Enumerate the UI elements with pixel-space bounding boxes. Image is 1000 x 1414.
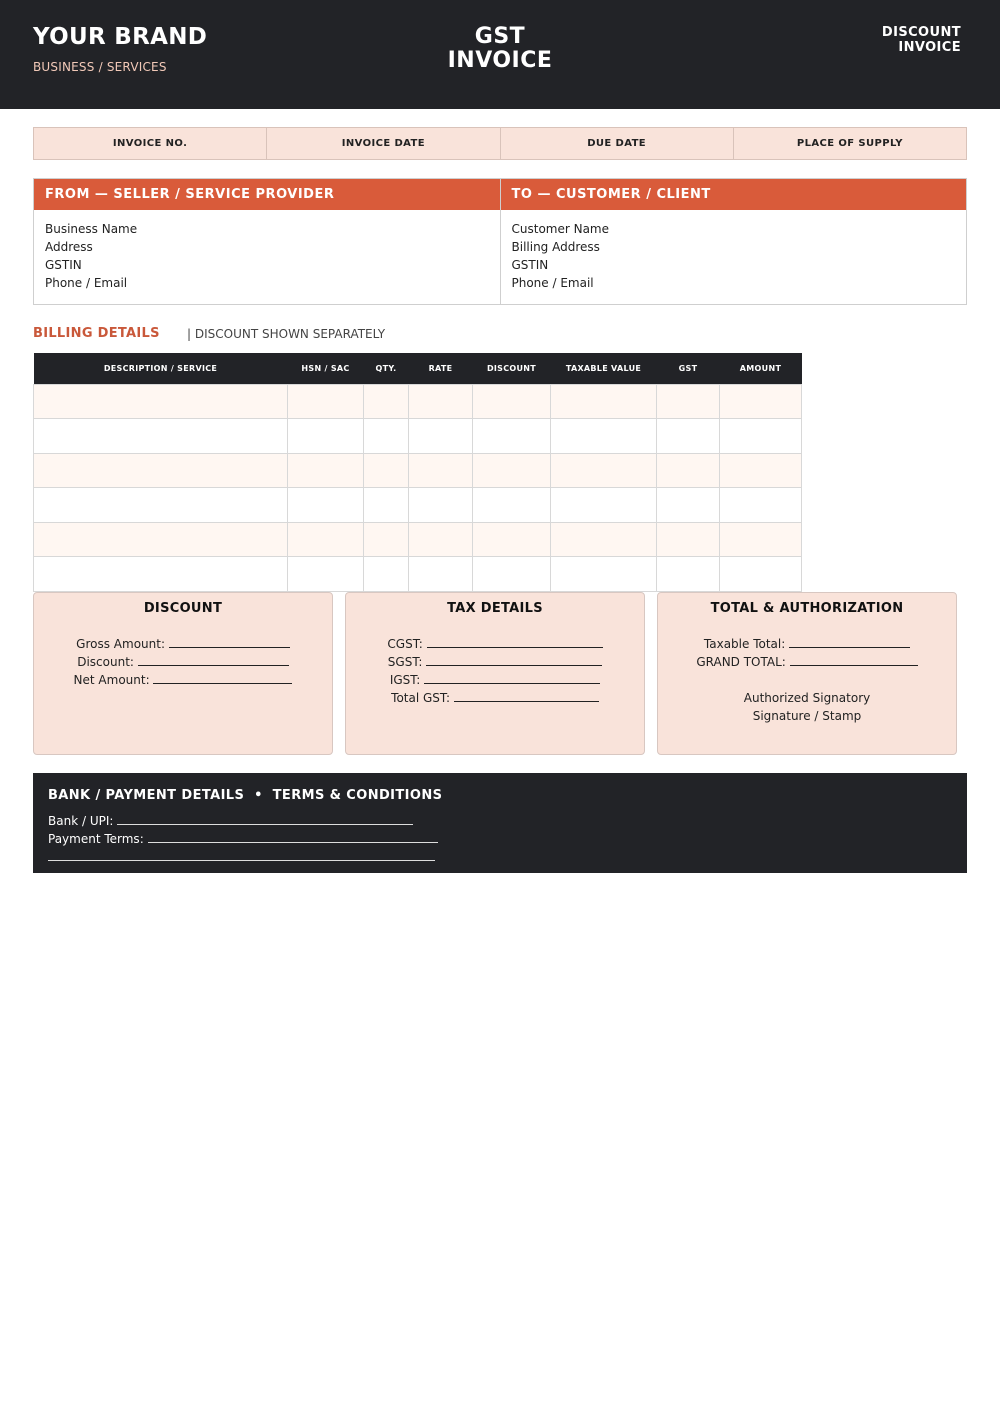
payment-terms-input[interactable] [148,832,438,843]
total-gst-row [346,689,644,707]
table-header-row [34,353,802,384]
cgst-label: CGST: [387,637,423,651]
document-type [882,25,961,55]
table-row [34,384,802,419]
taxable-total-input[interactable] [789,637,910,648]
table-cell[interactable] [34,557,288,592]
title-line-2: INVOICE [447,48,553,73]
signature-stamp-label[interactable]: Signature / Stamp [752,709,862,723]
table-cell[interactable] [473,384,551,419]
customer-name[interactable]: Customer Name [511,222,610,236]
tax-details-box [345,592,645,755]
taxable-total-row [658,635,956,653]
payment-terms-row [48,830,952,848]
table-cell[interactable] [657,522,720,557]
bank-upi-row [48,812,952,830]
summary-boxes [33,592,958,755]
seller-contact[interactable]: Phone / Email [45,276,128,290]
igst-label: IGST: [389,673,421,687]
table-cell[interactable] [288,488,364,523]
table-row [34,453,802,488]
column-rate: RATE [409,353,473,384]
brand-subtitle: BUSINESS / SERVICES [33,60,167,74]
discount-row [34,653,332,671]
table-cell[interactable] [551,557,657,592]
table-cell[interactable] [288,557,364,592]
total-authorization-box [657,592,957,755]
discount-lines [34,635,332,689]
table-cell[interactable] [551,488,657,523]
table-cell[interactable] [364,488,409,523]
table-row [34,522,802,557]
table-cell[interactable] [657,557,720,592]
table-cell[interactable] [551,453,657,488]
seller-heading: FROM — SELLER / SERVICE PROVIDER [34,179,500,210]
column-hsn-sac: HSN / SAC [288,353,364,384]
gross-amount-row [34,635,332,653]
table-cell[interactable] [288,419,364,454]
table-cell[interactable] [409,522,473,557]
table-row [34,488,802,523]
table-cell[interactable] [657,384,720,419]
table-cell[interactable] [473,557,551,592]
discount-input[interactable] [138,655,289,666]
table-cell[interactable] [364,557,409,592]
table-row [34,557,802,592]
place-of-supply-field[interactable]: PLACE OF SUPPLY [734,127,967,160]
extra-terms-row [48,848,952,866]
column-description: DESCRIPTION / SERVICE [34,353,288,384]
table-cell[interactable] [364,384,409,419]
due-date-field[interactable]: DUE DATE [501,127,734,160]
total-gst-label: Total GST: [391,691,450,705]
billing-table [33,353,802,592]
total-lines [658,635,956,671]
customer-billing-address[interactable]: Billing Address [511,240,600,254]
tax-lines [346,635,644,707]
cgst-input[interactable] [427,637,603,648]
table-cell[interactable] [409,453,473,488]
total-gst-input[interactable] [454,691,599,702]
gross-amount-input[interactable] [169,637,290,648]
payment-terms-label: Payment Terms: [48,832,144,846]
table-cell[interactable] [34,419,288,454]
footer-title: BANK / PAYMENT DETAILS • TERMS & CONDITIONS [48,788,443,803]
customer-contact[interactable]: Phone / Email [511,276,594,290]
table-cell[interactable] [473,419,551,454]
table-cell[interactable] [720,488,802,523]
table-cell[interactable] [720,384,802,419]
table-cell[interactable] [364,419,409,454]
table-cell[interactable] [551,522,657,557]
total-box-title: TOTAL & AUTHORIZATION [710,601,904,616]
table-cell[interactable] [34,488,288,523]
billing-details-title: BILLING DETAILS [33,326,160,341]
customer-gstin[interactable]: GSTIN [511,258,549,272]
seller-section [34,179,500,304]
table-cell[interactable] [409,488,473,523]
seller-address[interactable]: Address [45,240,93,254]
column-discount: DISCOUNT [473,353,551,384]
table-cell[interactable] [657,488,720,523]
discount-label: Discount: [77,655,134,669]
billing-details-note: | DISCOUNT SHOWN SEPARATELY [187,327,386,341]
customer-section [500,179,967,304]
signature-block [658,689,956,725]
table-cell[interactable] [34,453,288,488]
table-cell[interactable] [551,419,657,454]
table-cell[interactable] [473,488,551,523]
sgst-label: SGST: [387,655,423,669]
party-details [33,178,967,305]
column-gst: GST [657,353,720,384]
invoice-date-field[interactable]: INVOICE DATE [267,127,500,160]
title-line-1: GST [474,24,526,49]
authorized-signatory-label: Authorized Signatory [743,691,871,705]
table-cell[interactable] [409,384,473,419]
table-cell[interactable] [720,419,802,454]
invoice-number-field[interactable]: INVOICE NO. [33,127,267,160]
cgst-row [346,635,644,653]
grand-total-row [658,653,956,671]
table-cell[interactable] [409,557,473,592]
column-qty: QTY. [364,353,409,384]
gross-amount-label: Gross Amount: [76,637,165,651]
column-amount: AMOUNT [720,353,802,384]
table-cell[interactable] [473,453,551,488]
bank-upi-input[interactable] [117,814,413,825]
igst-input[interactable] [424,673,600,684]
net-amount-row [34,671,332,689]
table-cell[interactable] [364,522,409,557]
table-cell[interactable] [473,522,551,557]
taxable-total-label: Taxable Total: [703,637,786,651]
table-cell[interactable] [34,522,288,557]
grand-total-input[interactable] [790,655,918,666]
table-cell[interactable] [288,384,364,419]
doc-type-line-2: INVOICE [898,40,961,55]
tax-box-title: TAX DETAILS [447,601,543,616]
table-cell[interactable] [288,522,364,557]
invoice-title [400,25,600,73]
table-cell[interactable] [720,453,802,488]
brand-name: YOUR BRAND [33,24,208,50]
invoice-header [0,0,1000,109]
discount-box [33,592,333,755]
seller-gstin[interactable]: GSTIN [45,258,82,272]
table-cell[interactable] [720,522,802,557]
net-amount-label: Net Amount: [73,673,150,687]
column-taxable-value: TAXABLE VALUE [551,353,657,384]
table-cell[interactable] [409,419,473,454]
seller-body [34,210,500,302]
table-cell[interactable] [720,557,802,592]
footer-lines [48,812,952,866]
seller-business-name[interactable]: Business Name [45,222,138,236]
customer-heading: TO — CUSTOMER / CLIENT [501,179,967,210]
invoice-meta-row [33,127,967,160]
table-cell[interactable] [551,384,657,419]
table-cell[interactable] [288,453,364,488]
table-row [34,419,802,454]
bank-upi-label: Bank / UPI: [48,814,114,828]
discount-box-title: DISCOUNT [143,601,223,616]
payment-terms-footer [33,773,967,873]
doc-type-line-1: DISCOUNT [881,25,961,40]
extra-terms-input[interactable] [48,850,435,861]
sgst-row [346,653,644,671]
customer-body [501,210,967,302]
table-cell[interactable] [364,453,409,488]
igst-row [346,671,644,689]
table-cell[interactable] [657,453,720,488]
table-cell[interactable] [34,384,288,419]
sgst-input[interactable] [426,655,602,666]
grand-total-label: GRAND TOTAL: [696,655,786,669]
table-cell[interactable] [657,419,720,454]
net-amount-input[interactable] [153,673,292,684]
